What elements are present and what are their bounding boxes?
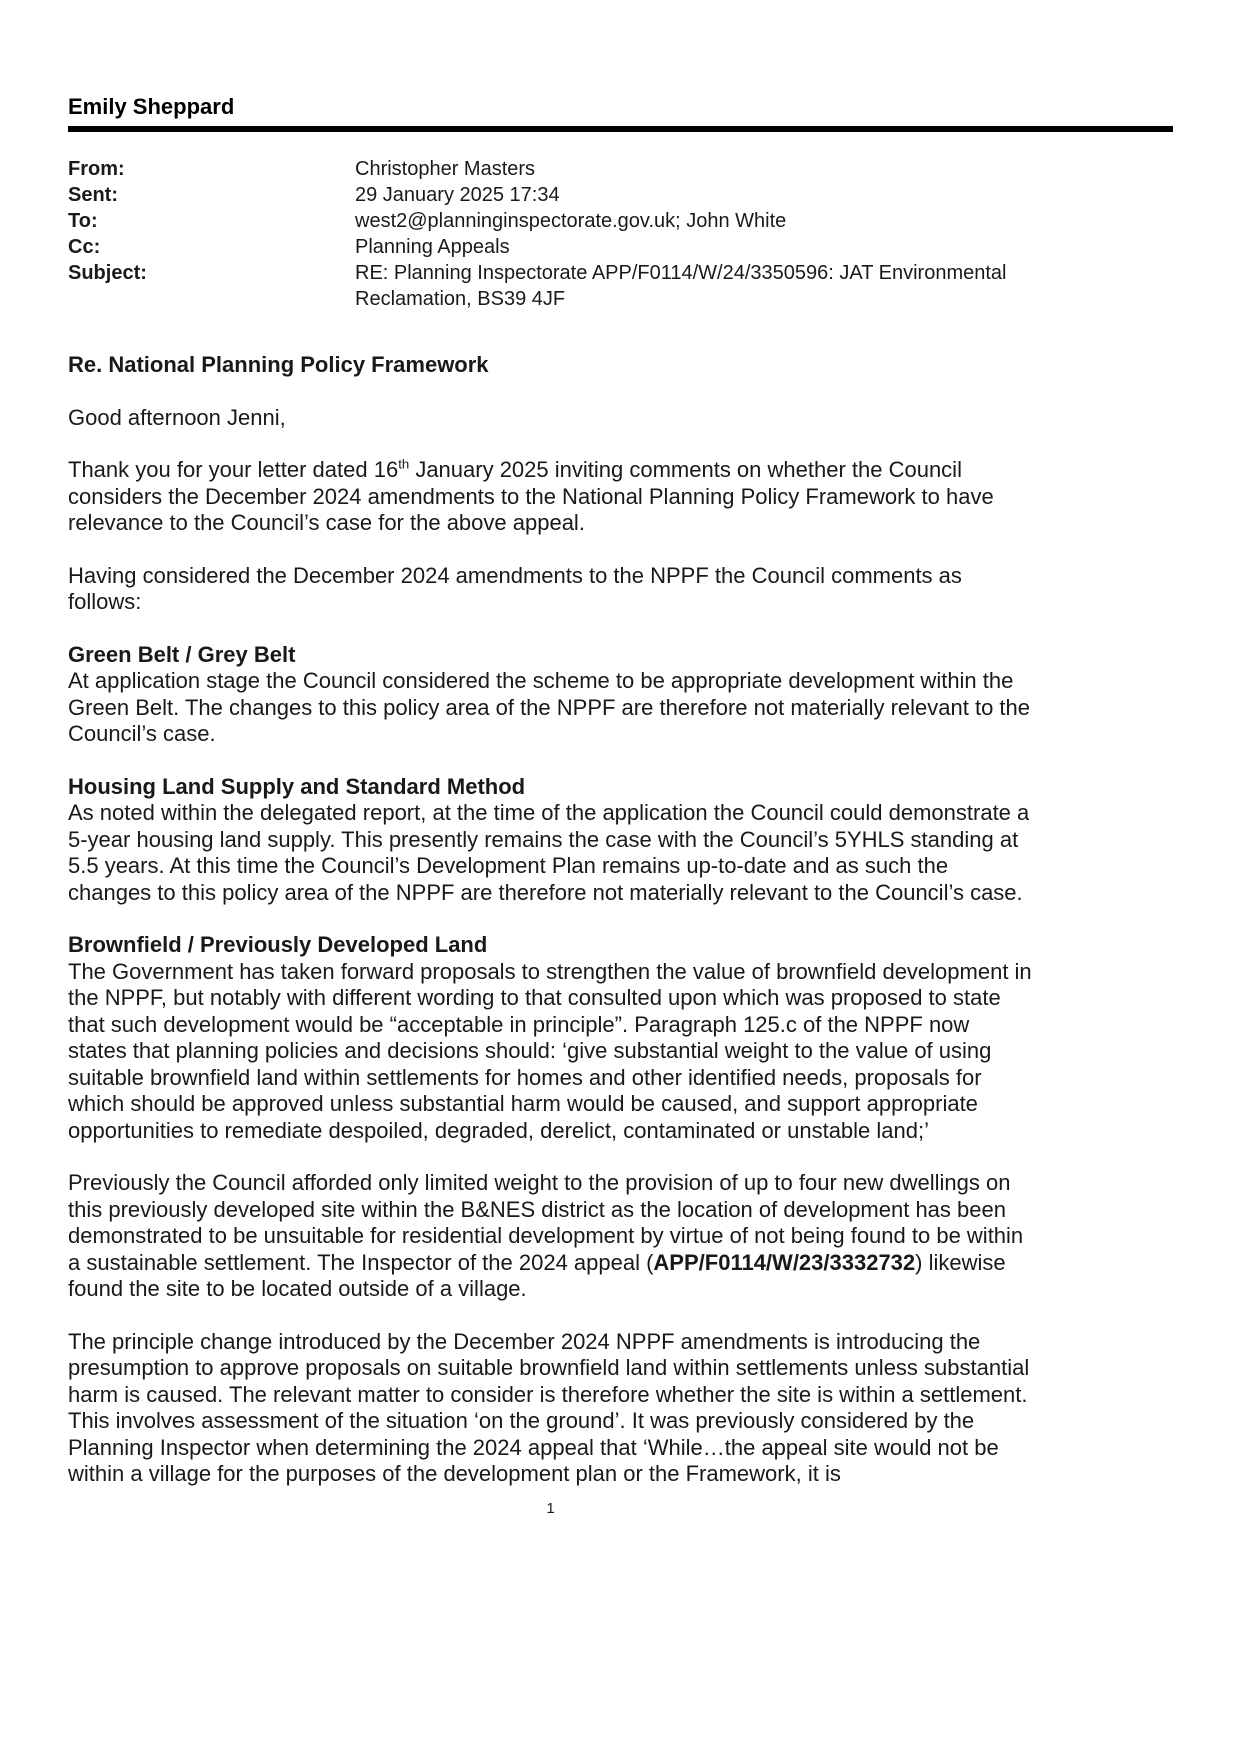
section-green-belt [68,642,1033,748]
meta-row-sent [68,182,1173,208]
paragraph-text: January 2025 inviting comments on whether the Council considers the December 2024 amendments to the National Planning Policy Framework to have relevance to the Council’s case for the above appeal. [68,457,994,535]
paragraph-intro [68,457,1033,537]
email-meta-block [68,156,1173,312]
greeting: Good afternoon Jenni, [68,404,286,430]
meta-value: Christopher Masters [355,158,536,180]
meta-label: To: [68,210,98,232]
section-heading: Brownfield / Previously Developed Land [68,932,488,957]
paragraph-previous-weight [68,1170,1033,1303]
meta-label: From: [68,158,125,180]
meta-value: 29 January 2025 17:34 [355,184,560,206]
meta-row-cc [68,234,1173,260]
meta-value: Planning Appeals [355,236,510,258]
ordinal-superscript: th [398,456,410,472]
meta-value: west2@planninginspectorate.gov.uk; John White [355,210,787,232]
meta-value: RE: Planning Inspectorate APP/F0114/W/24/3350596: JAT Environmental Reclamation, BS39 4JF [355,262,1007,310]
section-heading: Housing Land Supply and Standard Method [68,773,526,799]
meta-label: Cc: [68,236,101,258]
paragraph-text: ) likewise found the site to be located outside of a village. [68,1249,1006,1301]
paragraph-text: Thank you for your letter dated 16 [68,457,399,482]
paragraph-principle-change: The principle change introduced by the December 2024 NPPF amendments is introducing the presumption to approve proposals on suitable brownfield land within settlements unless substantial harm is caused. The relevant matter to consider is therefore whether the site is within a settlement. This involves assessment of the situation ‘on the ground’. It was previously considered by the Planning Inspector when determining the 2024 appeal that ‘While…the appeal site would not be within a village for the purposes of the development plan or the Framework, it is [68,1328,1030,1486]
email-body [68,352,1033,1488]
section-heading: Green Belt / Grey Belt [68,641,296,667]
section-text: As noted within the delegated report, at the time of the application the Council could demonstrate a 5-year housing land supply. This presently remains the case with the Council’s 5YHLS standing at 5.5 years. At this time the Council’s Development Plan remains up-to-date and as such the changes to this policy area of the NPPF are therefore not materially relevant to the Council’s case. [68,800,1030,905]
paragraph-having-considered: Having considered the December 2024 amendments to the NPPF the Council comments as follows: [68,562,962,614]
section-housing-land-supply [68,774,1033,907]
meta-row-subject [68,260,1173,312]
mailbox-owner-name: Emily Sheppard [68,94,235,119]
header-divider [68,126,1173,132]
body-title: Re. National Planning Policy Framework [68,352,489,377]
meta-row-from [68,156,1173,182]
paragraph-text: Previously the Council afforded only limited weight to the provision of up to four new dwellings on this previously developed site within the B&NES district as the location of development has been demonstrated to be unsuitable for residential development by virtue of not being found to be within a sustainable settlement. The Inspector of the 2024 appeal ( [68,1170,1024,1275]
section-text: At application stage the Council considered the scheme to be appropriate development within the Green Belt. The changes to this policy area of the NPPF are therefore not materially relevant to the Council’s case. [68,668,1030,746]
page-number: 1 [546,1499,555,1517]
meta-label: Sent: [68,184,118,206]
meta-row-to [68,208,1173,234]
document-header [68,94,1173,132]
appeal-reference: APP/F0114/W/23/3332732 [653,1249,916,1275]
meta-label: Subject: [68,262,147,284]
section-brownfield [68,932,1033,1144]
section-text: The Government has taken forward proposals to strengthen the value of brownfield development in the NPPF, but notably with different wording to that consulted upon which was proposed to state that such development would be “acceptable in principle”. Paragraph 125.c of the NPPF now states that planning policies and decisions should: ‘give substantial weight to the value of using suitable brownfield land within settlements for homes and other identified needs, proposals for which should be approved unless substantial harm would be caused, and support appropriate opportunities to remediate despoiled, degraded, derelict, contaminated or unstable land;’ [68,958,1032,1143]
